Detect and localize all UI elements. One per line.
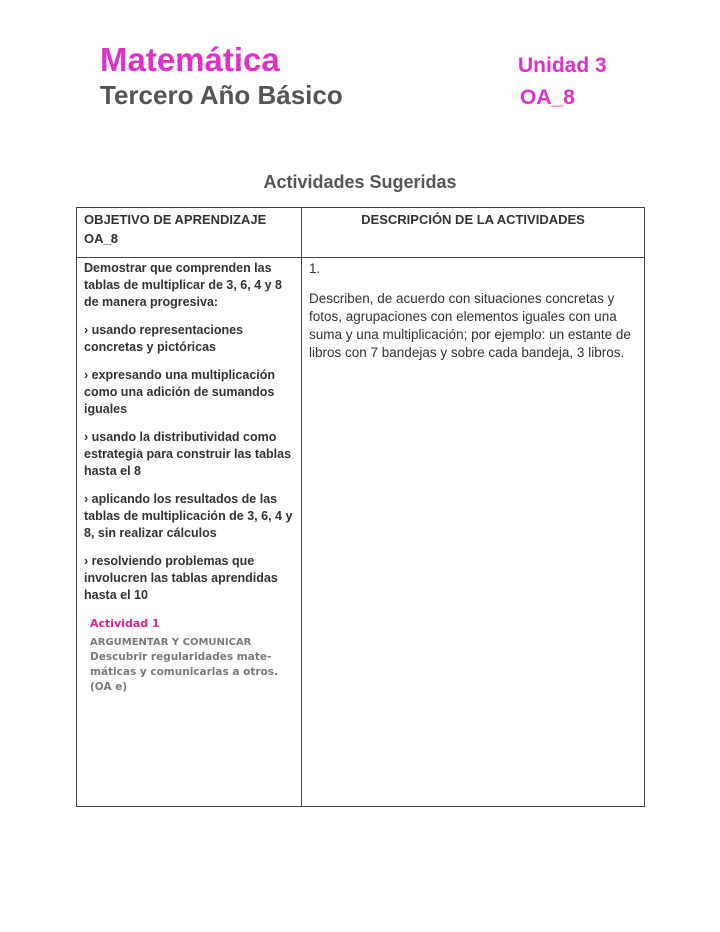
objective-item: › resolviendo problemas que involucren las tablas aprendidas hasta el 10	[84, 554, 278, 602]
unit-label: Unidad 3	[518, 54, 607, 77]
activity-label: Actividad 1	[90, 617, 160, 630]
objective-item: › aplicando los resultados de las tablas de multiplicación de 3, 6, 4 y 8, sin realizar cálculos	[84, 492, 293, 540]
table-header-row	[77, 208, 645, 258]
description-header: DESCRIPCIÓN DE LA ACTIVIDADES	[302, 208, 645, 258]
activity-number: 1.	[309, 261, 321, 276]
objective-item: › expresando una multiplicación como una adición de sumandos iguales	[84, 368, 276, 416]
objective-cell	[77, 258, 302, 807]
objective-header-line2: OA_8	[84, 231, 118, 246]
objective-intro: Demostrar que comprenden las tablas de multiplicar de 3, 6, 4 y 8 de manera progresiva:	[84, 261, 282, 309]
activity-skill: ARGUMENTAR Y COMUNICAR	[90, 637, 252, 648]
objective-header-line1: OBJETIVO DE APRENDIZAJE	[84, 212, 267, 227]
page-subtitle: Tercero Año Básico	[100, 80, 343, 110]
activity-text: Describen, de acuerdo con situaciones concretas y fotos, agrupaciones con elementos iguales con una suma y una multiplicación; por ejemplo: un estante de libros con 7 bandejas y sobre cada bandeja, 3 libros.	[309, 291, 631, 360]
objective-item: › usando la distributividad como estrategia para construir las tablas hasta el 8	[84, 430, 292, 478]
table-row	[77, 258, 645, 807]
objective-item: › usando representaciones concretas y pictóricas	[84, 323, 244, 354]
activity-note	[90, 616, 293, 695]
section-title: Actividades Sugeridas	[263, 172, 457, 192]
page-title: Matemática	[100, 41, 280, 78]
description-cell	[302, 258, 645, 807]
objective-code: OA_8	[520, 86, 575, 109]
activities-table	[76, 207, 645, 807]
activity-description: Descubrir regularidades mate- máticas y comunicarlas a otros. (OA e)	[90, 651, 278, 693]
objective-header	[77, 208, 302, 258]
